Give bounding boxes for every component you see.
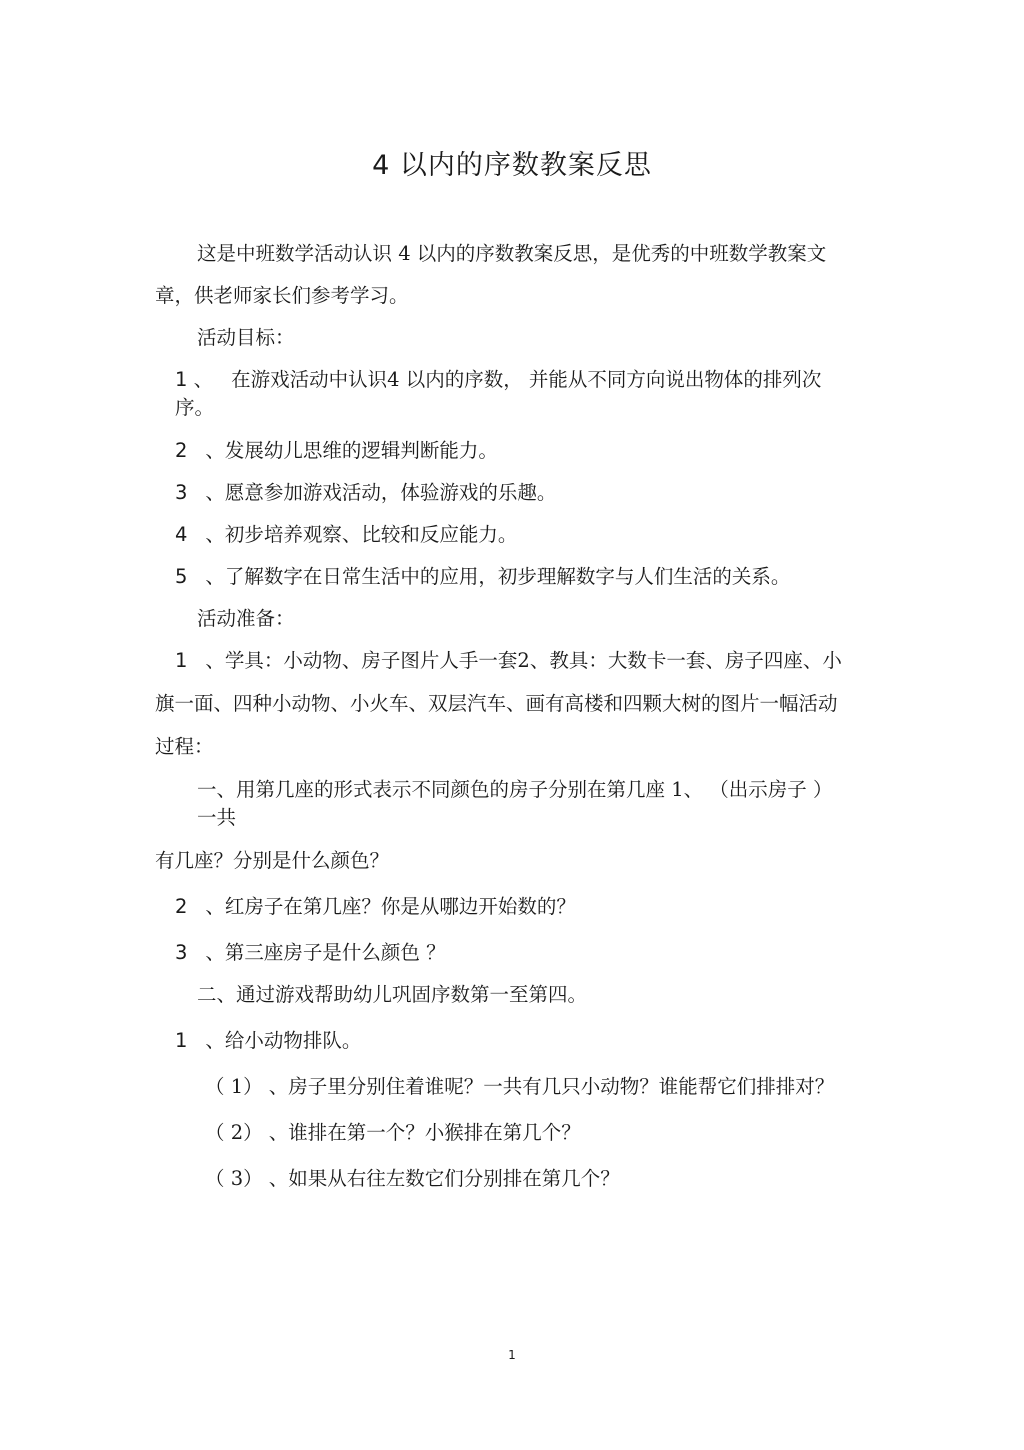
process-heading: 过程： bbox=[155, 735, 214, 758]
goals-heading: 活动目标： bbox=[197, 326, 295, 349]
sub-item-2: （ 2） 、谁排在第一个？小猴排在第几个？ bbox=[205, 1121, 581, 1144]
goal-text: 、愿意参加游戏活动，体验游戏的乐趣。 bbox=[205, 481, 557, 504]
step-text: 、给小动物排队。 bbox=[205, 1029, 362, 1052]
step-number: 1 bbox=[175, 1029, 188, 1052]
step-item-1 bbox=[155, 1027, 855, 1055]
question-number: 3 bbox=[175, 941, 188, 964]
goal-number: 2 bbox=[175, 439, 188, 462]
sub-item-1: （ 1） 、房子里分别住着谁呢？一共有几只小动物？谁能帮它们排排对？ bbox=[205, 1075, 835, 1098]
question-text: 、红房子在第几座？你是从哪边开始数的？ bbox=[205, 895, 576, 918]
part-two-heading: 二、通过游戏帮助幼儿巩固序数第一至第四。 bbox=[197, 983, 588, 1006]
goal-item-1 bbox=[155, 366, 855, 422]
goal-text: 在游戏活动中认识4 以内的序数， 并能从不同方向说出物体的排列次序。 bbox=[175, 368, 822, 419]
prep-item-1 bbox=[155, 647, 855, 675]
question-text: 、第三座房子是什么颜色 ？ bbox=[205, 941, 446, 964]
sub-item-3: （ 3） 、如果从右往左数它们分别排在第几个？ bbox=[205, 1167, 620, 1190]
prep-item-cont: 旗一面、四种小动物、小火车、双层汽车、画有高楼和四颗大树的图片一幅活动 bbox=[155, 692, 838, 715]
intro-paragraph-cont: 章，供老师家长们参考学习。 bbox=[155, 284, 409, 307]
goal-text: 、了解数字在日常生活中的应用，初步理解数字与人们生活的关系。 bbox=[205, 565, 791, 588]
intro-paragraph: 这是中班数学活动认识 4 以内的序数教案反思，是优秀的中班数学教案文 bbox=[197, 242, 827, 265]
question-item-2 bbox=[155, 893, 855, 921]
goal-number: 1 、 bbox=[175, 368, 214, 391]
goal-item-2 bbox=[155, 437, 855, 465]
document-body bbox=[155, 240, 855, 1193]
goal-number: 5 bbox=[175, 565, 188, 588]
goal-text: 、初步培养观察、比较和反应能力。 bbox=[205, 523, 518, 546]
part-one-heading-cont: 有几座？分别是什么颜色？ bbox=[155, 849, 390, 872]
prep-number: 1 bbox=[175, 649, 188, 672]
goal-text: 、发展幼儿思维的逻辑判断能力。 bbox=[205, 439, 498, 462]
goal-number: 4 bbox=[175, 523, 188, 546]
prep-text: 、学具：小动物、房子图片人手一套2、教具：大数卡一套、房子四座、小 bbox=[205, 649, 842, 672]
goal-item-3 bbox=[155, 479, 855, 507]
part-one-heading: 一、用第几座的形式表示不同颜色的房子分别在第几座 1、 （出示房子 ） 一共 bbox=[197, 778, 833, 829]
goal-item-4 bbox=[155, 521, 855, 549]
question-item-3 bbox=[155, 939, 855, 967]
goal-item-5 bbox=[155, 563, 855, 591]
document-title: 4 以内的序数教案反思 bbox=[372, 150, 652, 181]
prep-heading: 活动准备： bbox=[197, 607, 295, 630]
goal-number: 3 bbox=[175, 481, 188, 504]
question-number: 2 bbox=[175, 895, 188, 918]
page-number: 1 bbox=[508, 1348, 516, 1362]
